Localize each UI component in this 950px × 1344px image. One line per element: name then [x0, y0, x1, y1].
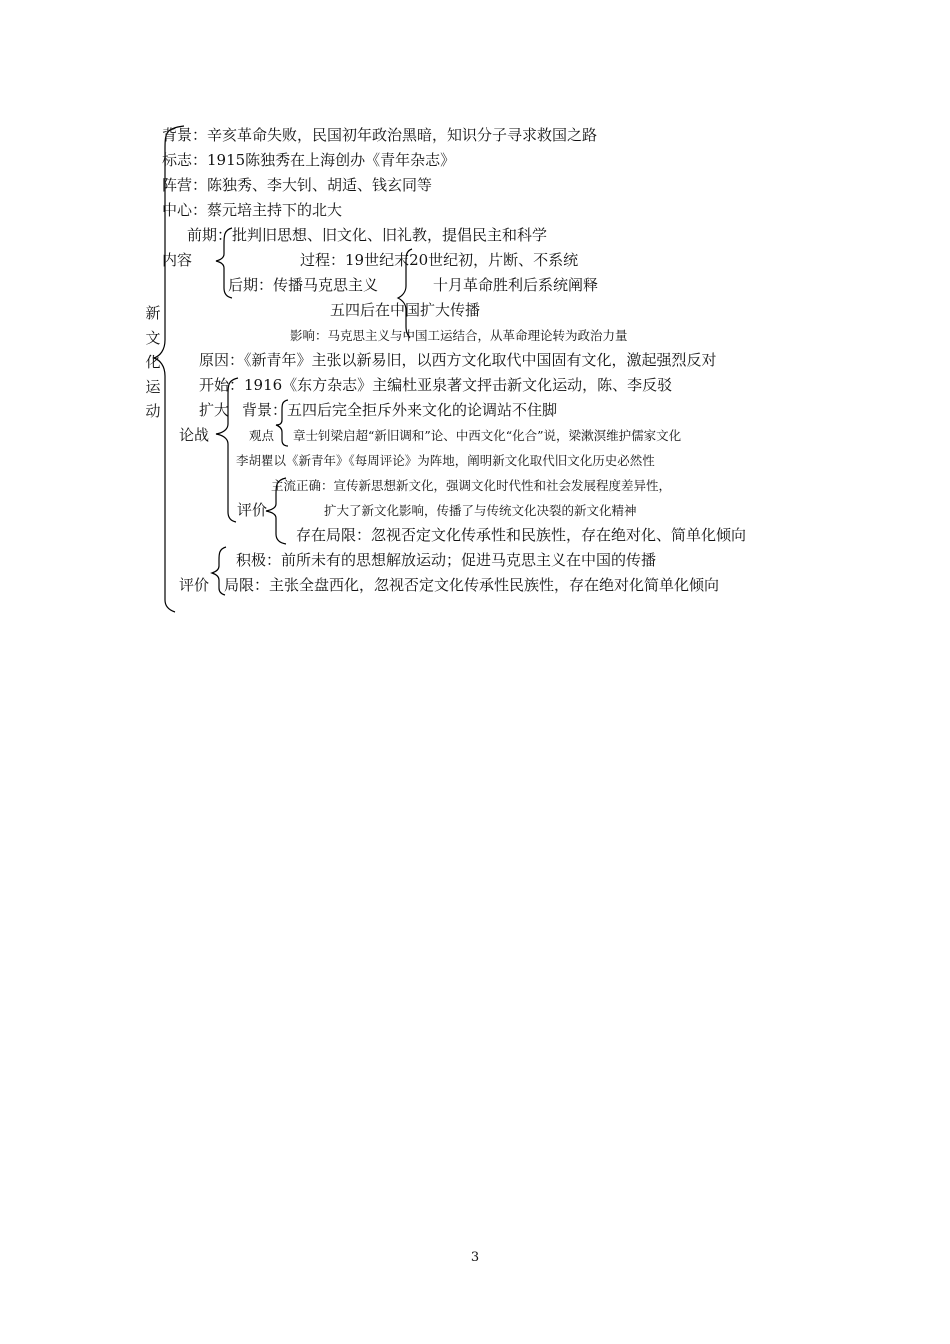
mainstream-line: 主流正确：宣传新思想新文化，强调文化时代性和社会发展程度差异性，	[271, 478, 672, 493]
cause-line: 原因：《新青年》主张以新易旧，以西方文化取代中国固有文化，激起强烈反对	[199, 351, 717, 369]
background-line: 背景：辛亥革命失败，民国初年政治黑暗，知识分子寻求救国之路	[162, 126, 598, 144]
debate-evaluation-label: 评价	[237, 501, 268, 519]
evaluation-label: 评价	[179, 576, 210, 594]
start-line: 开始：1916《东方杂志》主编杜亚泉著文抨击新文化运动，陈、李反驳	[199, 376, 673, 394]
li-hu-qu-line: 李胡瞿以《新青年》《每周评论》为阵地，阐明新文化取代旧文化历史必然性	[236, 453, 655, 468]
mainstream-continued-line: 扩大了新文化影响，传播了与传统文化决裂的新文化精神	[324, 503, 637, 518]
sign-line: 标志：1915陈独秀在上海创办《青年杂志》	[162, 151, 456, 169]
content-label: 内容	[162, 251, 193, 269]
early-stage-line: 前期：批判旧思想、旧文化、旧礼教，提倡民主和科学	[187, 226, 548, 244]
expand-label: 扩大	[199, 401, 230, 419]
expand-background-line: 背景：五四后完全拒斥外来文化的论调站不住脚	[242, 401, 558, 419]
limitation-line: 局限：主张全盘西化，忽视否定文化传承性民族性，存在绝对化简单化倾向	[224, 576, 720, 594]
process-line: 过程：19世纪末20世纪初，片断、不系统	[300, 251, 579, 269]
debate-brace	[216, 378, 238, 522]
debate-limitation-line: 存在局限：忽视否定文化传承性和民族性，存在绝对化、简单化倾向	[296, 526, 747, 544]
influence-line: 影响：马克思主义与中国工运结合，从革命理论转为政治力量	[290, 328, 628, 343]
views-line: 章士钊梁启超“新旧调和”论、中西文化“化合”说，梁漱溟维护儒家文化	[293, 428, 682, 443]
topic-vertical-label: 新 文 化 运 动	[145, 304, 161, 420]
debate-label: 论战	[179, 426, 210, 444]
late-stage-line: 后期：传播马克思主义	[228, 276, 379, 294]
october-revolution-line: 十月革命胜利后系统阐释	[433, 276, 599, 294]
camp-line: 阵营：陈独秀、李大钊、胡适、钱玄同等	[162, 176, 433, 194]
views-label: 观点	[249, 428, 275, 443]
positive-evaluation-line: 积极：前所未有的思想解放运动；促进马克思主义在中国的传播	[236, 551, 657, 569]
page-number: 3	[470, 1250, 480, 1265]
center-line: 中心：蔡元培主持下的北大	[162, 201, 343, 219]
may-fourth-line: 五四后在中国扩大传播	[330, 301, 481, 319]
